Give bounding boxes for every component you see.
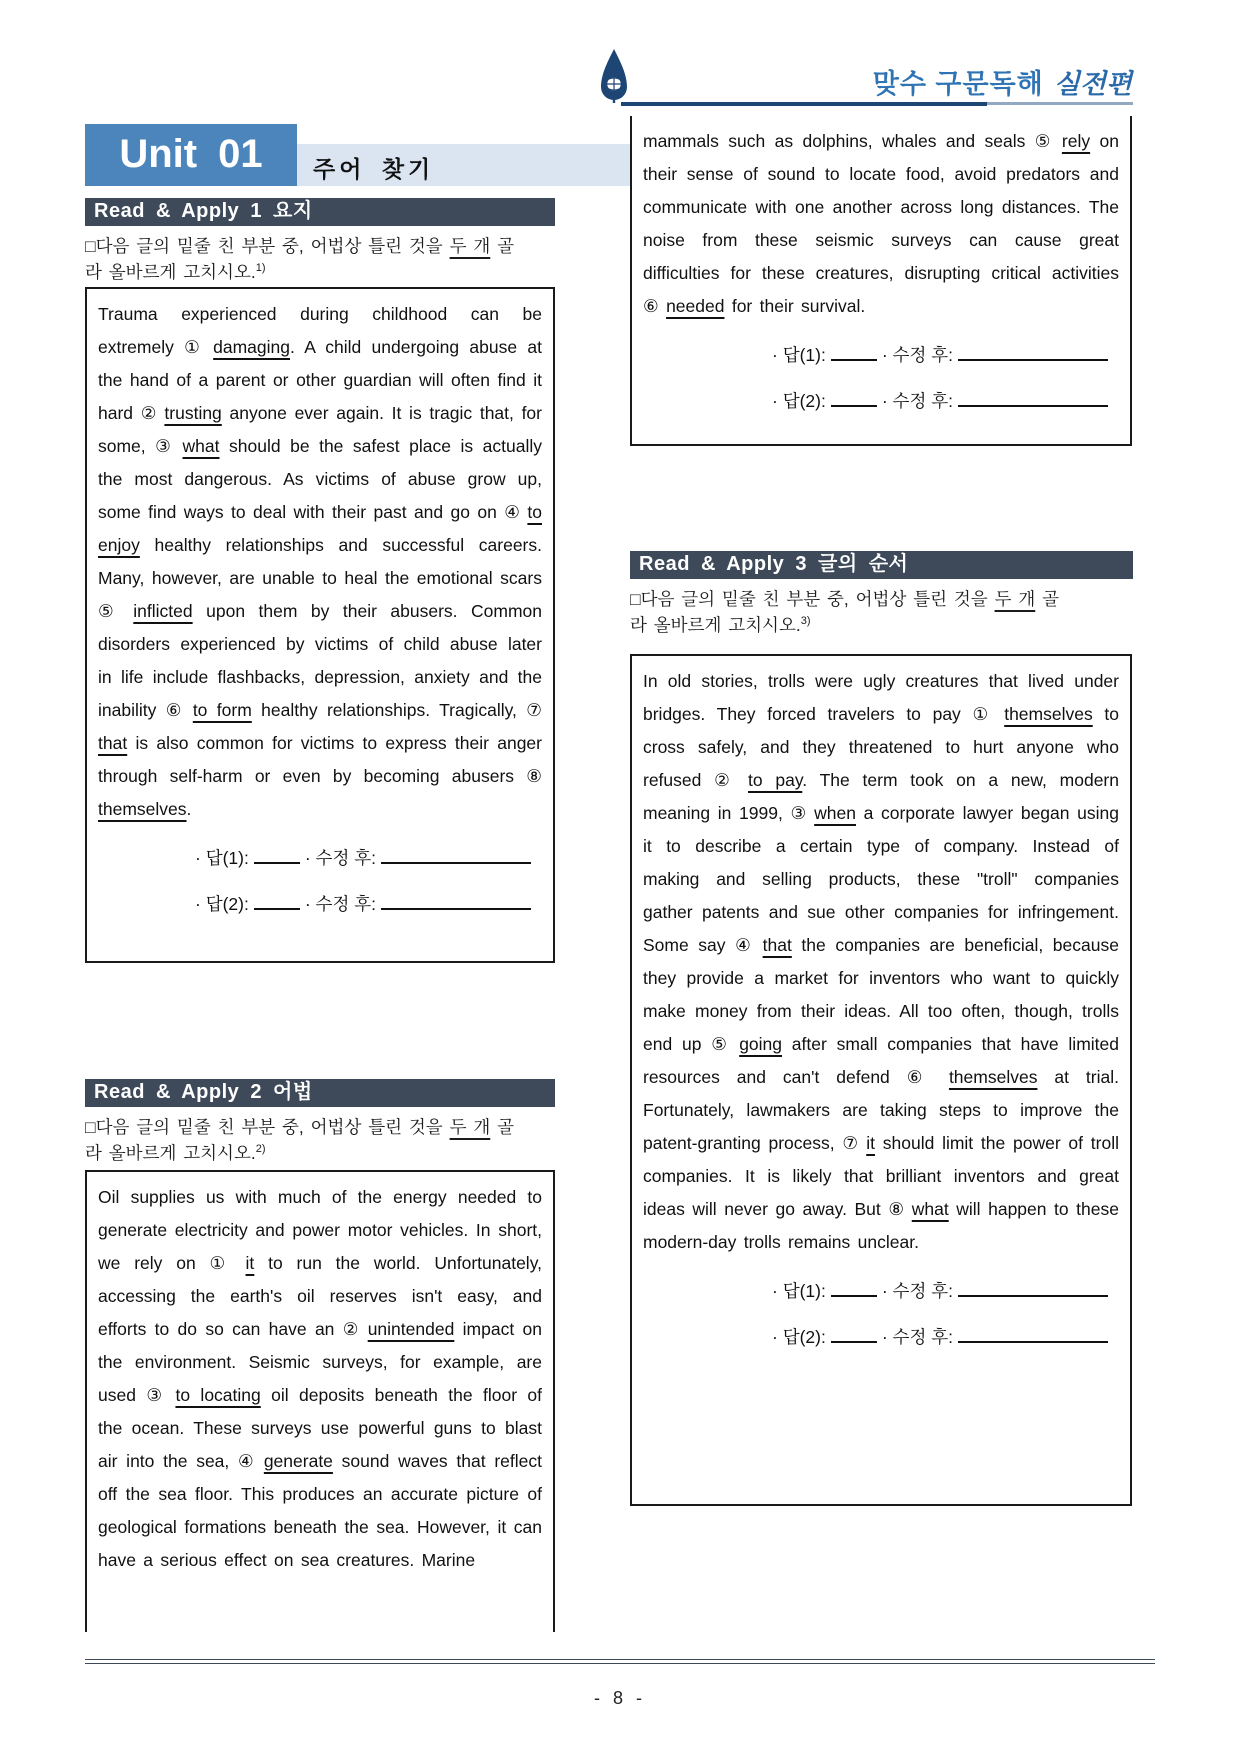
page-number: - 8 - — [593, 1688, 646, 1708]
revision-label: · 수정 후: — [881, 391, 953, 411]
answer-row — [643, 1317, 1119, 1357]
answer-blank — [254, 895, 300, 910]
footer-rule — [85, 1659, 1155, 1664]
answer-label: · 답(2): — [195, 894, 249, 914]
section-bar-read-apply-1: Read & Apply 1 요지 — [85, 198, 555, 226]
brand-title — [630, 62, 1132, 101]
header-rule-light — [987, 102, 1133, 105]
revision-blank — [958, 392, 1108, 407]
instruction-1: □다음 글의 밑줄 친 부분 중, 어법상 틀린 것을 두 개 골 라 올바르게 고치시오.$^{1)}$ — [85, 236, 515, 282]
answer-area-3 — [643, 1271, 1119, 1357]
passage-text-1: Trauma experienced during childhood can be extremely ① damaging. A child undergoing abuse at the hand of a parent or other guardian will often find it hard ② trusting anyone ever again. It is tragic that, for some, ③ what should be the safest place is actually the most dangerous. As victims of abuse grow up, some find ways to deal with their past and go on ④ to enjoy healthy relationships and successful careers. Many, however, are unable to heal the emotional scars ⑤ inflicted upon them by their abusers. Common disorders experienced by victims of child abuse later in life include flashbacks, depression, anxiety and the inability ⑥ to form healthy relationships. Tragically, ⑦ that is also common for victims to express their anger through self-harm or even by becoming abusers ⑧ themselves. — [98, 304, 542, 819]
revision-label: · 수정 후: — [881, 1327, 953, 1347]
section-bar-read-apply-2: Read & Apply 2 어법 — [85, 1079, 555, 1107]
answer-area-1 — [98, 838, 542, 924]
answer-row — [98, 884, 542, 924]
unit-subtitle-strip — [297, 144, 630, 186]
answer-row — [643, 335, 1119, 375]
passage-box-2-left — [85, 1170, 555, 1632]
answer-blank — [831, 346, 877, 361]
revision-label: · 수정 후: — [304, 848, 376, 868]
revision-label: · 수정 후: — [881, 1281, 953, 1301]
answer-label: · 답(2): — [772, 1327, 826, 1347]
revision-blank — [958, 346, 1108, 361]
answer-blank — [254, 849, 300, 864]
header-rule-dark — [621, 102, 987, 106]
answer-label: · 답(1): — [195, 848, 249, 868]
brand-title-accent: 실전편 — [1053, 69, 1132, 99]
answer-row — [643, 381, 1119, 421]
passage-box-1 — [85, 287, 555, 963]
answer-blank — [831, 1282, 877, 1297]
pen-nib-logo-icon — [597, 48, 631, 104]
revision-blank — [958, 1282, 1108, 1297]
passage-text-2-right: mammals such as dolphins, whales and seals ⑤ rely on their sense of sound to locate food, avoid predators and communicate with one another across long distances. The noise from these seismic surveys can cause great difficulties for these creatures, disrupting critical activities ⑥ needed for their survival. — [643, 131, 1119, 316]
answer-label: · 답(1): — [772, 345, 826, 365]
revision-blank — [381, 849, 531, 864]
passage-text-2-left: Oil supplies us with much of the energy needed to generate electricity and power motor vehicles. In short, we rely on ① it to run the world. Unfortunately, accessing the earth's oil reserves isn't easy, and efforts to do so can have an ② unintended impact on the environment. Seismic surveys, for example, are used ③ to locating oil deposits beneath the floor of the ocean. These surveys use powerful guns to blast air into the sea, ④ generate sound waves that reflect off the sea floor. This produces an accurate picture of geological formations beneath the sea. However, it can have a serious effect on sea creatures. Marine — [98, 1187, 543, 1570]
answer-blank — [831, 392, 877, 407]
brand-title-main: 맞수 구문독해 — [872, 69, 1044, 99]
instruction-3: □다음 글의 밑줄 친 부분 중, 어법상 틀린 것을 두 개 골 라 올바르게 고치시오.$^{3)}$ — [630, 589, 1060, 635]
passage-text-3: In old stories, trolls were ugly creatures that lived under bridges. They forced travelers to pay ① themselves to cross safely, and they threatened to hurt anyone who refused ② to pay. The term took on a new, modern meaning in 1999, ③ when a corporate lawyer began using it to describe a certain type of company. Instead of making and selling products, these "troll" companies gather patents and sue other companies for infringement. Some say ④ that the companies are beneficial, because they provide a market for inventors who want to quickly make money from their ideas. All too often, though, trolls end up ⑤ going after small companies that have limited resources and can't defend ⑥ themselves at trial. Fortunately, lawmakers are taking steps to improve the patent-granting process, ⑦ it should limit the power of troll companies. It is likely that brilliant inventors and great ideas will never go away. But ⑧ what will happen to these modern-day trolls remains unclear. — [643, 671, 1119, 1252]
answer-blank — [831, 1328, 877, 1343]
answer-label: · 답(1): — [772, 1281, 826, 1301]
passage-box-2-right — [630, 116, 1132, 446]
answer-area-2 — [643, 335, 1119, 421]
revision-label: · 수정 후: — [881, 345, 953, 365]
answer-label: · 답(2): — [772, 391, 826, 411]
answer-row — [98, 838, 542, 878]
answer-row — [643, 1271, 1119, 1311]
revision-blank — [958, 1328, 1108, 1343]
section-bar-read-apply-3: Read & Apply 3 글의 순서 — [630, 551, 1133, 579]
passage-box-3 — [630, 654, 1132, 1506]
unit-subtitle: 주어 찾기 — [313, 156, 435, 182]
revision-label: · 수정 후: — [304, 894, 376, 914]
unit-badge: Unit 01 — [85, 124, 297, 186]
revision-blank — [381, 895, 531, 910]
instruction-2: □다음 글의 밑줄 친 부분 중, 어법상 틀린 것을 두 개 골 라 올바르게 고치시오.$^{2)}$ — [85, 1117, 515, 1163]
